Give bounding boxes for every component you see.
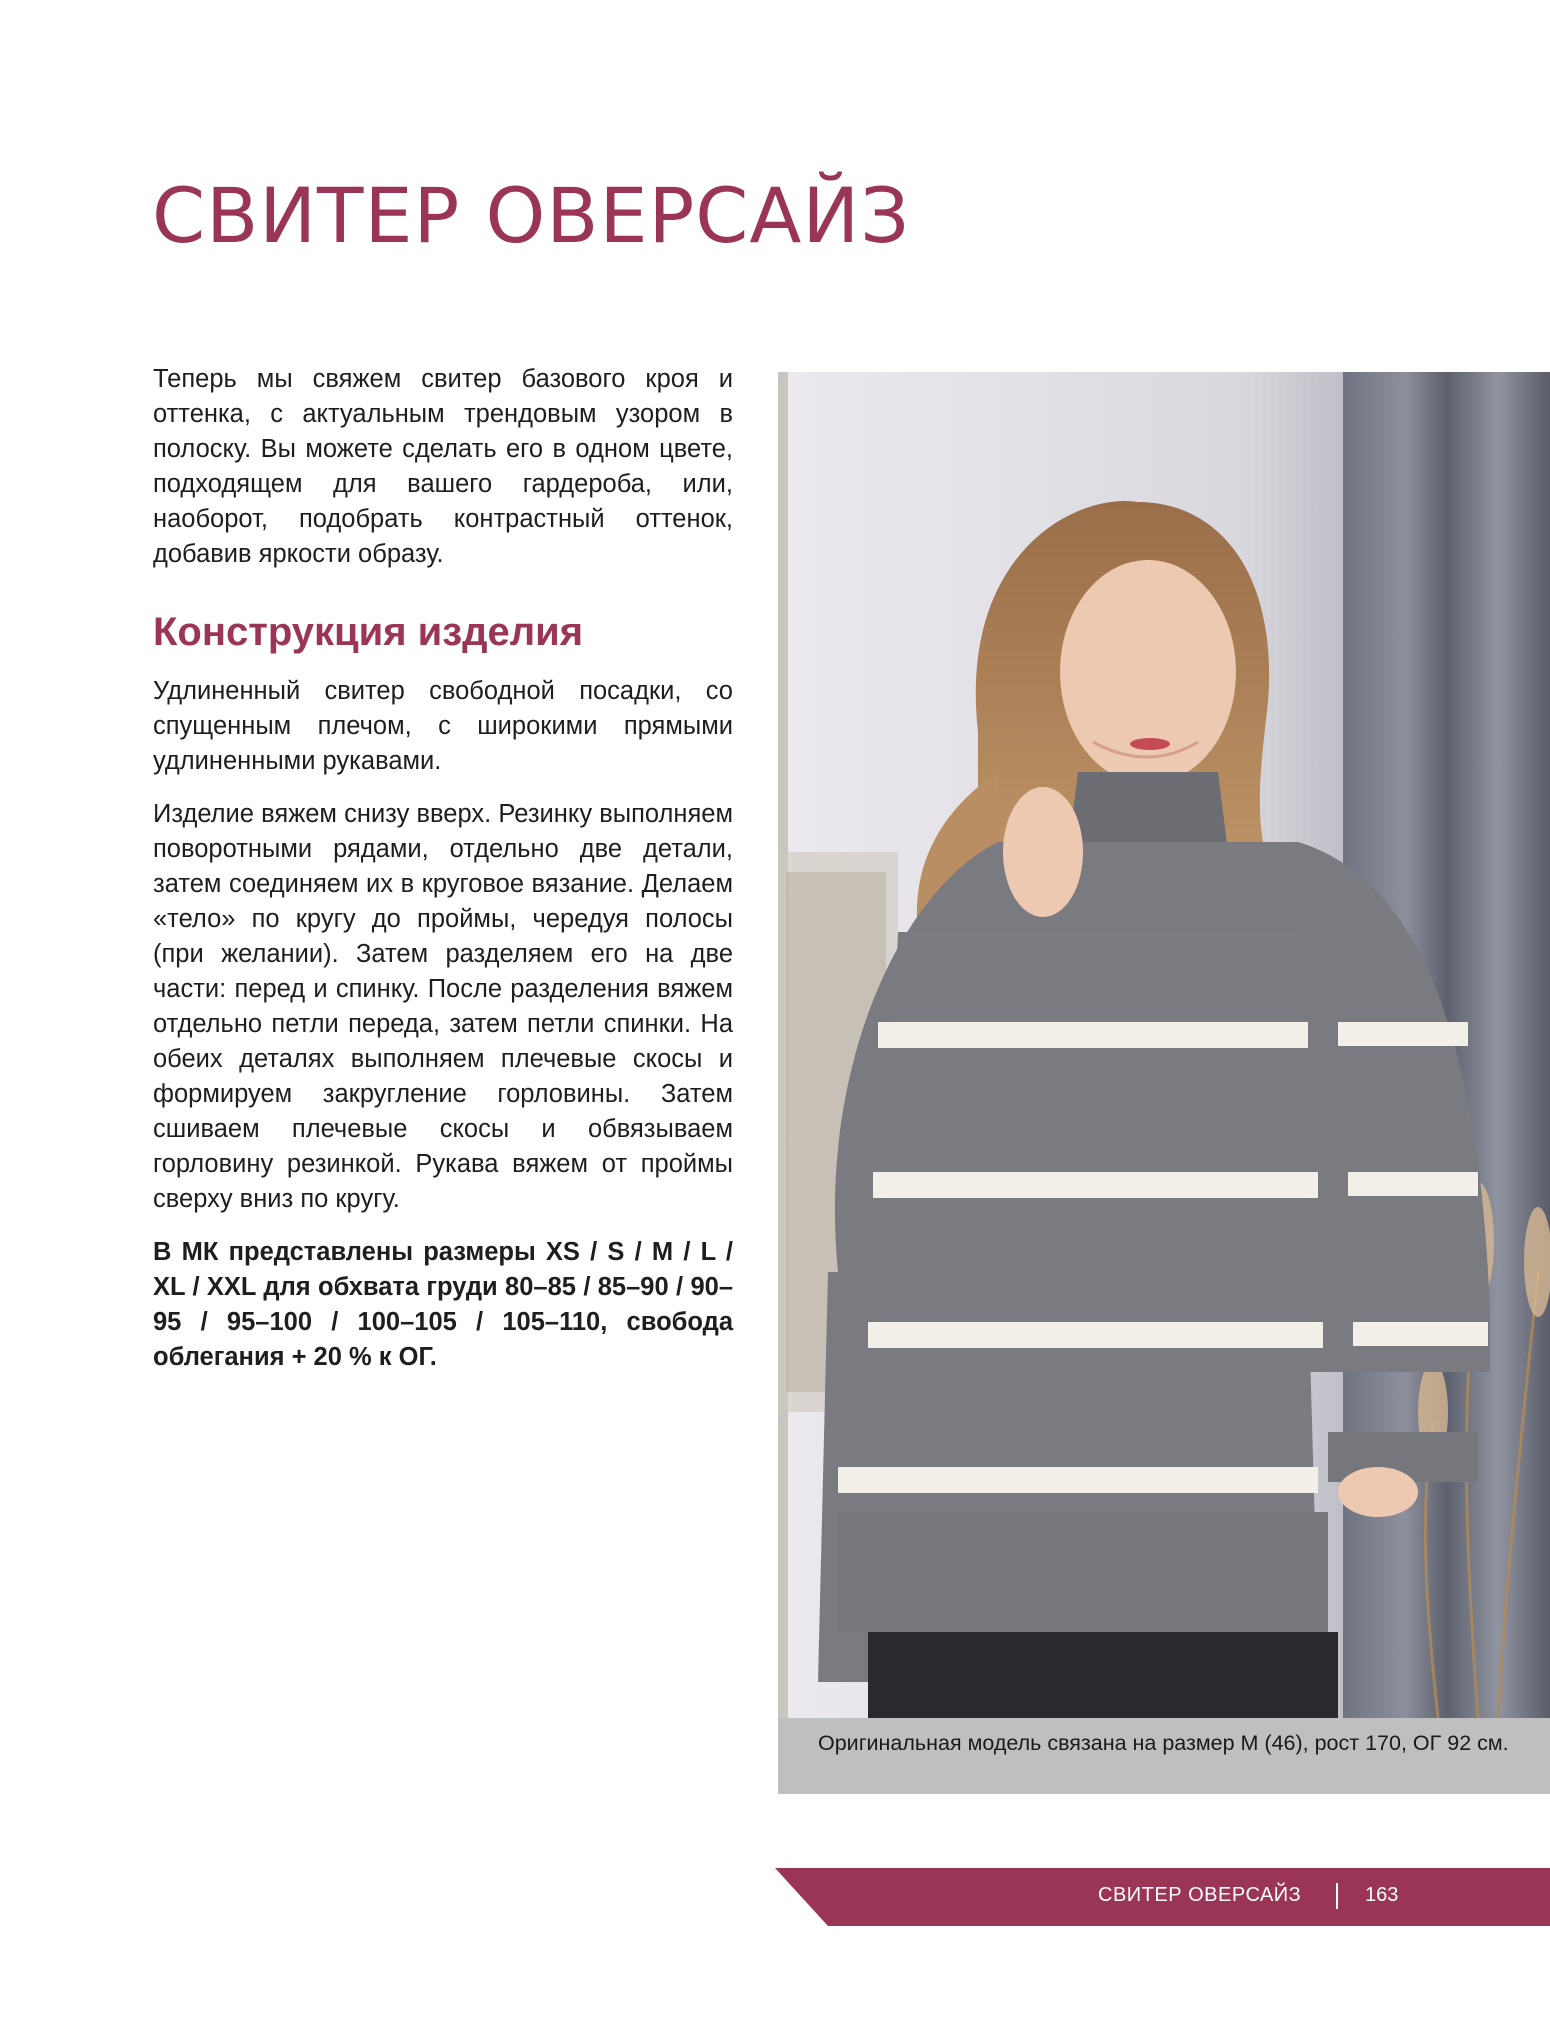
construction-paragraph-1: Удлиненный свитер свободной посадки, со спущенным плечом, с широкими прямыми удлиненными рукавами. xyxy=(153,677,733,775)
article-body xyxy=(153,362,733,1393)
section-heading: Конструкция изделия xyxy=(153,610,584,654)
sizes-note: В МК представлены размеры XS / S / M / L / XL / XXL для обхвата груди 80–85 / 85–90 / 90–95 / 95–100 / 100–105 / 105–110, свобода облегания + 20 % к ОГ. xyxy=(153,1238,733,1371)
construction-paragraph-2: Изделие вяжем снизу вверх. Резинку выполняем поворотными рядами, отдельно две детали, затем соединяем их в круговое вязание. Делаем «тело» по кругу до проймы, чередуя полосы (при желании). Затем разделяем его на две части: перед и спинку. После разделения вяжем отдельно петли переда, затем петли спинки. На обеих деталях выполняем плечевые скосы и формируем закругление горловины. Затем сшиваем плечевые скосы и обвязываем горловину резинкой. Рукава вяжем от проймы сверху вниз по кругу. xyxy=(153,800,733,1213)
intro-paragraph: Теперь мы свяжем свитер базового кроя и оттенка, с актуальным трендовым узором в полоску. Вы можете сделать его в одном цвете, подходящем для вашего гардероба, или, наоборот, подобрать контрастный оттенок, добавив яркости образу. xyxy=(153,365,733,568)
page-title: СВИТЕР ОВЕРСАЙЗ xyxy=(152,171,910,260)
page-number: 163 xyxy=(1365,1884,1399,1906)
model-photo xyxy=(778,372,1550,1718)
footer-section-title: СВИТЕР ОВЕРСАЙЗ xyxy=(1098,1884,1302,1906)
photo-caption: Оригинальная модель связана на размер М (46), рост 170, ОГ 92 см. xyxy=(818,1731,1509,1755)
photo-caption-bar xyxy=(778,1718,1550,1794)
footer-separator xyxy=(1336,1883,1338,1909)
